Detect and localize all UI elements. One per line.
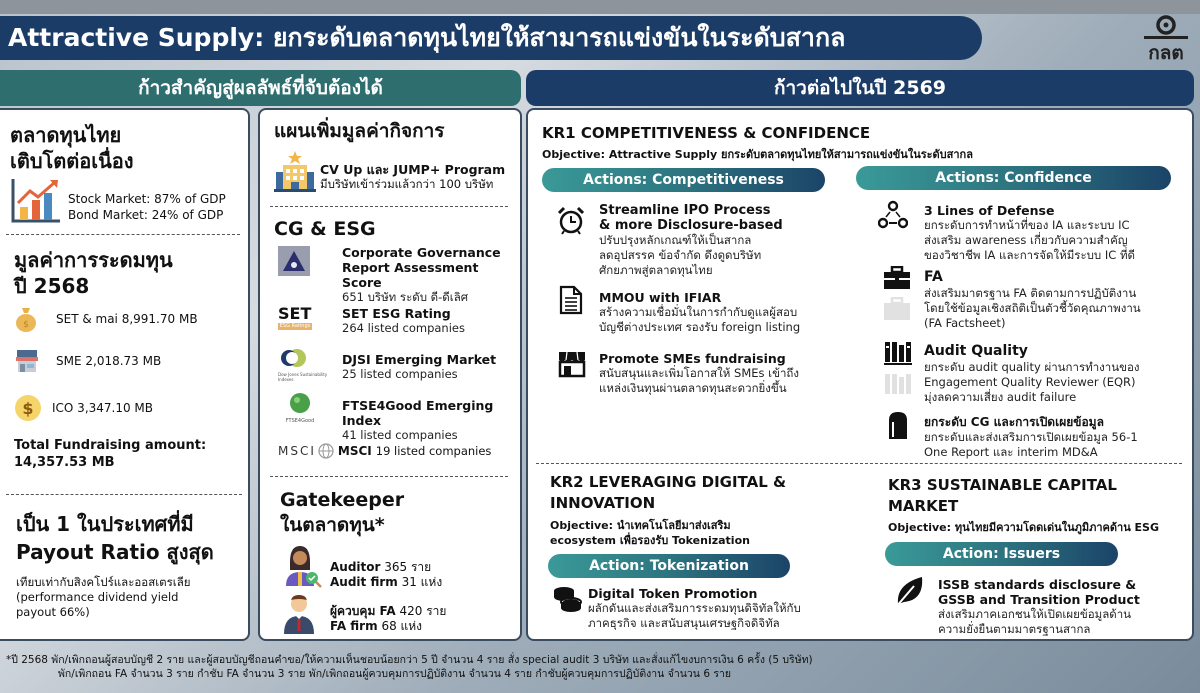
action-issb-disclosure (938, 577, 1140, 637)
action-desc: แหล่งเงินทุนผ่านตลาดทุนสะดวกยิ่งขึ้น (599, 381, 787, 395)
building-tower-icon (887, 410, 909, 444)
set-mai-value: SET & mai 8,991.70 MB (56, 312, 198, 326)
action-desc: ผลักดันและส่งเสริมการระดมทุนดิจิทัลให้กับ (588, 601, 801, 615)
action-3-lines-of-defense (924, 203, 1135, 263)
pill-actions-competitiveness: Actions: Competitiveness (542, 168, 825, 192)
audit-firm-label: Audit firm (330, 575, 398, 589)
briefcase-icon (883, 266, 911, 321)
esg-item-msci (278, 443, 491, 459)
action-desc: One Report และ interim MD&A (924, 445, 1098, 459)
set-logo-text: SET (278, 304, 312, 323)
action-title: GSSB and Transition Product (938, 592, 1140, 607)
growth-chart-icon (10, 177, 62, 229)
action-desc: สร้างความเชื่อมั่นในการกำกับดูแลผู้สอบ (599, 305, 798, 319)
books-icon (884, 340, 912, 398)
ftse4good-logo (280, 392, 320, 424)
action-desc: ลดอุปสรรค ข้อจำกัด ดึงดูดบริษัท (599, 248, 762, 262)
action-title: ISSB standards disclosure & (938, 577, 1137, 592)
fa-controller-value: 420 ราย (399, 604, 447, 618)
esg-item-desc: 41 listed companies (342, 428, 458, 442)
action-desc: โดยใช้ข้อมูลเชิงสถิติเป็นตัวชี้วัดคุณภาพงาน (924, 301, 1141, 315)
kr1-title: KR1 COMPETITIVENESS & CONFIDENCE (542, 124, 871, 142)
action-title: FA (924, 269, 943, 285)
payout-desc-line: (performance dividend yield (16, 590, 179, 604)
action-desc: ยกระดับและส่งเสริมการเปิดเผยข้อมูล 56-1 (924, 430, 1138, 444)
leaf-icon (894, 574, 926, 612)
set-esg-logo (278, 306, 312, 330)
cg-item-title: Report Assessment Score (342, 260, 479, 290)
action-audit-quality (924, 343, 1139, 405)
divider (6, 494, 242, 495)
fa-controller-label: ผู้ควบคุม FA (330, 604, 396, 618)
coins-stack-icon (552, 584, 582, 618)
footnote-line-1: *ปี 2568 พัก/เพิกถอนผู้สอบบัญชี 2 ราย และผู้สอบบัญชีถอนคำขอ/ให้ความเห็นชอบน้อยกว่า 5 ปี จำนวน 4 ราย สั่ง special audit 3 บริษัท และสั่งแก้ไขงบการเงิน 6 ครั้ง (5 บริษัท) (6, 654, 813, 666)
auditor-woman-icon (282, 544, 324, 592)
set-logo-sub: ESG Ratings (279, 323, 311, 329)
achievements-card-governance (258, 108, 522, 641)
msci-title: MSCI (337, 444, 372, 458)
three-people-network-icon (878, 200, 908, 234)
bond-market-gdp: Bond Market: 24% of GDP (68, 208, 224, 222)
cg-item-desc: 651 บริษัท ระดับ ดี-ดีเลิศ (342, 290, 469, 304)
action-desc: Engagement Quality Reviewer (EQR) (924, 375, 1136, 389)
building-star-icon (274, 150, 316, 198)
payout-desc (16, 575, 191, 620)
sme-shop-icon (14, 348, 40, 374)
cg-item-title: Corporate Governance (342, 245, 501, 260)
objective-label: Objective: (542, 148, 606, 161)
action-desc: ส่งเสริมมาตรฐาน FA ติดตามการปฏิบัติงาน (924, 286, 1137, 300)
fa-stats (330, 604, 446, 634)
cv-up-desc: มีบริษัทเข้าร่วมแล้วกว่า 100 บริษัท (320, 177, 494, 191)
section-title-next-steps: ก้าวต่อไปในปี 2569 (526, 70, 1194, 106)
kr2-objective-1: Objective: นำเทคโนโลยีมาส่งเสริม (550, 519, 731, 532)
page-title: Attractive Supply: ยกระดับตลาดทุนไทยให้สามารถแข่งขันในระดับสากล (0, 16, 982, 60)
action-desc: ความยั่งยืนตามมาตรฐานสากล (938, 622, 1091, 636)
fa-man-icon (282, 594, 316, 638)
esg-item-djsi (342, 352, 496, 382)
pill-action-issuers: Action: Issuers (885, 542, 1118, 566)
action-desc: สนับสนุนและเพิ่มโอกาสให้ SMEs เข้าถึง (599, 366, 799, 380)
cg-esg-title: CG & ESG (274, 218, 376, 240)
payout-title-1: เป็น 1 ในประเทศที่มี (16, 512, 194, 536)
fundraising-item-sme (14, 348, 161, 374)
divider (6, 234, 240, 235)
action-title: & more Disclosure-based (599, 218, 783, 233)
action-desc: มุ่งลดความเสี่ยง audit failure (924, 390, 1077, 404)
djsi-logo (278, 348, 338, 382)
svg-text:$: $ (22, 399, 34, 418)
esg-item-title: SET ESG Rating (342, 306, 451, 321)
ftse-logo-sub: FTSE4Good (285, 418, 315, 424)
kr1-objective (542, 145, 973, 163)
growth-title-2: เติบโตต่อเนื่อง (10, 149, 134, 173)
cv-up-title: CV Up และ JUMP+ Program (320, 162, 506, 177)
footnote-line-2: พัก/เพิกถอน FA จำนวน 3 ราย กำชับ FA จำนวน 3 ราย พัก/เพิกถอนผู้ควบคุมการปฏิบัติงาน จำนวน 4 ราย กำชับผู้ควบคุมการปฏิบัติงาน จำนวน 6 ราย (58, 668, 732, 680)
pill-actions-confidence: Actions: Confidence (856, 166, 1171, 190)
top-strip (0, 0, 1200, 14)
document-icon (559, 285, 583, 319)
section-title-achievements: ก้าวสำคัญสู่ผลลัพธ์ที่จับต้องได้ (0, 70, 521, 106)
action-title: ยกระดับ CG และการเปิดเผยข้อมูล (924, 415, 1104, 429)
svg-text:$: $ (23, 320, 29, 330)
stock-market-gdp: Stock Market: 87% of GDP (68, 192, 226, 206)
action-streamline-ipo (599, 203, 783, 278)
action-desc: ส่งเสริม awareness เกี่ยวกับความสำคัญ (924, 233, 1128, 247)
action-title: Digital Token Promotion (588, 586, 758, 601)
action-title: MMOU with IFIAR (599, 290, 722, 305)
action-desc: ของวิชาชีพ IA และการจัดให้มีระบบ IC ที่ดี (924, 248, 1136, 262)
action-desc: ปรับปรุงหลักเกณฑ์ให้เป็นสากล (599, 233, 752, 247)
msci-logo: MSCI (278, 444, 316, 458)
fundraising-title-2: ปี 2568 (14, 274, 90, 298)
action-promote-smes (599, 351, 799, 396)
globe-icon (318, 443, 334, 459)
logo-text: กลต (1148, 42, 1184, 64)
auditor-value: 365 ราย (384, 560, 432, 574)
kr3-objective: Objective: ทุนไทยมีความโดดเด่นในภูมิภาคด้าน ESG (888, 521, 1160, 534)
action-desc: ภาคธุรกิจ และสนับสนุนเศรษฐกิจดิจิทัล (588, 616, 780, 630)
next-steps-card (526, 108, 1194, 641)
action-desc: ยกระดับ audit quality ผ่านการทำงานของ (924, 360, 1140, 374)
kr2-objective-2: ecosystem เพื่อรองรับ Tokenization (550, 534, 750, 547)
fa-firm-value: 68 แห่ง (381, 619, 423, 633)
growth-title-1: ตลาดทุนไทย (10, 123, 122, 147)
action-desc: ยกระดับการทำหน้าที่ของ IA และระบบ IC (924, 218, 1130, 232)
action-desc: ศักยภาพสู่ตลาดทุนไทย (599, 263, 713, 277)
audit-firm-value: 31 แห่ง (401, 575, 443, 589)
action-mmou-ifiar (599, 290, 800, 335)
djsi-logo-sub: Dow Jones Sustainability Indexes (278, 372, 328, 382)
alarm-clock-icon (556, 205, 586, 239)
action-title: Promote SMEs fundraising (599, 351, 786, 366)
gatekeeper-title-1: Gatekeeper (280, 489, 405, 511)
action-title: Streamline IPO Process (599, 203, 771, 218)
esg-item-title: FTSE4Good Emerging Index (342, 398, 494, 428)
action-desc: ส่งเสริมภาคเอกชนให้เปิดเผยข้อมูลด้าน (938, 607, 1132, 621)
kr2-title-2: INNOVATION (550, 494, 656, 512)
fa-firm-label: FA firm (330, 619, 378, 633)
achievements-card-market (0, 108, 250, 641)
action-desc: บัญชีต่างประเทศ รองรับ foreign listing (599, 320, 801, 334)
divider (536, 463, 1182, 464)
payout-desc-line: payout 66%) (16, 605, 90, 619)
divider (270, 206, 508, 207)
msci-desc: 19 listed companies (375, 444, 492, 458)
action-desc: (FA Factsheet) (924, 316, 1006, 330)
objective-text: Attractive Supply ยกระดับตลาดทุนไทยให้สามารถแข่งขันในระดับสากล (608, 148, 973, 161)
total-fundraising-value: 14,357.53 MB (14, 455, 115, 470)
action-fa (924, 268, 1141, 331)
action-title: Audit Quality (924, 343, 1028, 359)
gatekeeper-title-2: ในตลาดทุน* (280, 514, 385, 536)
esg-item-desc: 264 listed companies (342, 321, 465, 335)
storefront-icon (557, 350, 587, 382)
action-cg-disclosure (924, 415, 1138, 460)
fundraising-title-1: มูลค่าการระดมทุน (14, 248, 173, 272)
auditor-label: Auditor (330, 560, 381, 574)
action-digital-token-promotion (588, 586, 801, 631)
fundraising-item-set (14, 306, 198, 332)
sme-value: SME 2,018.73 MB (56, 354, 162, 368)
action-title: 3 Lines of Defense (924, 203, 1055, 218)
value-plan-title: แผนเพิ่มมูลค่ากิจการ (274, 120, 445, 142)
ico-value: ICO 3,347.10 MB (52, 401, 154, 415)
esg-item-ftse4good (342, 398, 520, 443)
payout-desc-line: เทียบเท่ากับสิงคโปร์และออสเตรเลีย (16, 575, 191, 589)
esg-item-title: DJSI Emerging Market (342, 352, 497, 367)
kr3-title-1: KR3 SUSTAINABLE CAPITAL (888, 476, 1117, 494)
fundraising-item-ico (14, 394, 153, 422)
auditor-stats (330, 560, 442, 590)
esg-item-desc: 25 listed companies (342, 367, 458, 381)
money-bag-icon (14, 306, 38, 332)
esg-item-set (342, 306, 465, 336)
kr2-title-1: KR2 LEVERAGING DIGITAL & (550, 473, 787, 491)
dollar-coin-icon (14, 394, 42, 422)
pill-action-tokenization: Action: Tokenization (548, 554, 790, 578)
cg-item-corporate-governance (342, 245, 520, 305)
divider (270, 476, 508, 477)
payout-title-2: Payout Ratio สูงสุด (16, 540, 214, 564)
iod-logo (278, 246, 310, 280)
footnote (6, 653, 813, 681)
sec-logo-icon (1138, 14, 1194, 64)
kr3-title-2: MARKET (888, 497, 959, 515)
total-fundraising-label: Total Fundraising amount: (14, 438, 207, 453)
